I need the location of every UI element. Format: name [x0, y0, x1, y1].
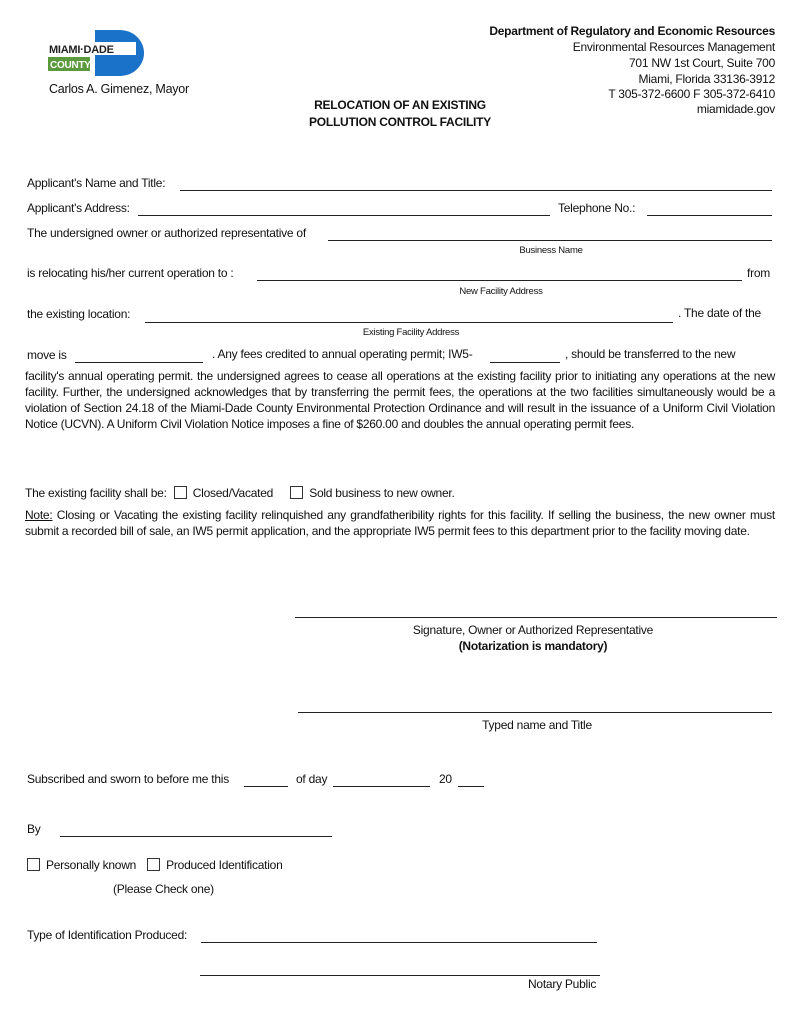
existing-address-field[interactable] — [145, 322, 673, 323]
by-field[interactable] — [60, 836, 332, 837]
applicant-name-label: Applicant's Name and Title: — [27, 176, 166, 190]
terms-paragraph: facility's annual operating permit. the undersigned agrees to cease all operations at the existing facility prior to initiating any operations at the new facility. Further, the undersigned acknowledges that by transferring the permit fees, the operations at the two facilities simultaneously would be a violation of Section 24.18 of the Miami-Dade County Environmental Protection Ordinance and will result in the issuance of a Uniform Civil Violation Notice (UCVN). A Uniform Civil Violation Notice imposes a fine of $260.00 and doubles the annual operating permit fees. — [25, 369, 775, 431]
applicant-address-field[interactable] — [138, 215, 550, 216]
subscribed-label: Subscribed and sworn to before me this — [27, 772, 229, 786]
year-field[interactable] — [458, 786, 484, 787]
produced-id-checkbox[interactable] — [147, 858, 160, 871]
business-name-caption: Business Name — [519, 245, 583, 256]
check-one-note: (Please Check one) — [113, 882, 214, 896]
new-address-field[interactable] — [257, 280, 742, 281]
address-line1: 701 NW 1st Court, Suite 700 — [629, 56, 775, 70]
note-text: Closing or Vacating the existing facility relinquished any grandfatheribility rights for this facility. If selling the business, the new owner must submit a recorded bill of sale, an IW5 permit application, and the appropriate IW5 permit fees to this department prior to the facility moving date. — [25, 508, 775, 538]
division: Environmental Resources Management — [572, 40, 775, 54]
typed-name-field[interactable] — [298, 712, 772, 713]
relocating-label: is relocating his/her current operation to : — [27, 266, 234, 280]
move-is-label: move is — [27, 348, 67, 362]
day-field[interactable] — [244, 786, 288, 787]
personally-known-checkbox[interactable] — [27, 858, 40, 871]
miami-dade-logo — [48, 30, 148, 76]
applicant-name-field[interactable] — [180, 190, 772, 191]
business-name-field[interactable] — [328, 240, 772, 241]
phone-fax: T 305-372-6600 F 305-372-6410 — [608, 87, 775, 101]
website[interactable]: miamidade.gov — [696, 102, 775, 116]
new-address-caption: New Facility Address — [459, 286, 543, 297]
mayor-name: Carlos A. Gimenez, Mayor — [49, 82, 189, 96]
notary-caption: Notary Public — [528, 977, 597, 991]
notarization-note: (Notarization is mandatory) — [458, 639, 608, 653]
date-label: . The date of the — [678, 306, 761, 320]
signature-field[interactable] — [295, 617, 777, 618]
title-line1: RELOCATION OF AN EXISTING — [314, 98, 486, 112]
applicant-address-label: Applicant's Address: — [27, 201, 130, 215]
title-line2: POLLUTION CONTROL FACILITY — [309, 115, 491, 129]
identification-row — [27, 858, 283, 872]
note-label: Note: — [25, 508, 53, 522]
of-day-label: of day — [296, 772, 328, 786]
existing-location-label: the existing location: — [27, 307, 131, 321]
sold-label: Sold business to new owner. — [309, 486, 455, 500]
notary-signature-field[interactable] — [200, 975, 600, 976]
existing-shall-be-row — [25, 486, 455, 500]
id-type-label: Type of Identification Produced: — [27, 928, 188, 942]
iw5-number-field[interactable] — [490, 362, 560, 363]
month-field[interactable] — [333, 786, 430, 787]
existing-shall-be-label: The existing facility shall be: — [25, 486, 167, 500]
produced-id-label: Produced Identification — [166, 858, 283, 872]
telephone-field[interactable] — [647, 215, 772, 216]
svg-text:MIAMI·DADE: MIAMI·DADE — [49, 44, 114, 56]
address-line2: Miami, Florida 33136-3912 — [638, 72, 775, 86]
from-label: from — [747, 266, 770, 280]
transfer-label: , should be transferred to the new — [565, 347, 736, 361]
fees-label: . Any fees credited to annual operating permit; IW5- — [212, 347, 473, 361]
personally-known-label: Personally known — [46, 858, 137, 872]
sold-checkbox[interactable] — [290, 486, 303, 499]
undersigned-label: The undersigned owner or authorized representative of — [27, 226, 306, 240]
signature-caption: Signature, Owner or Authorized Representative — [412, 623, 654, 637]
svg-text:COUNTY: COUNTY — [50, 60, 91, 71]
telephone-label: Telephone No.: — [558, 201, 636, 215]
existing-address-caption: Existing Facility Address — [362, 327, 460, 338]
note-paragraph — [25, 507, 775, 539]
move-date-field[interactable] — [75, 362, 203, 363]
closed-checkbox[interactable] — [174, 486, 187, 499]
by-label: By — [27, 822, 41, 836]
year-label: 20 — [439, 772, 452, 786]
department-name: Department of Regulatory and Economic Resources — [489, 24, 775, 38]
closed-label: Closed/Vacated — [192, 486, 274, 500]
typed-name-caption: Typed name and Title — [482, 718, 592, 732]
id-type-field[interactable] — [201, 942, 597, 943]
